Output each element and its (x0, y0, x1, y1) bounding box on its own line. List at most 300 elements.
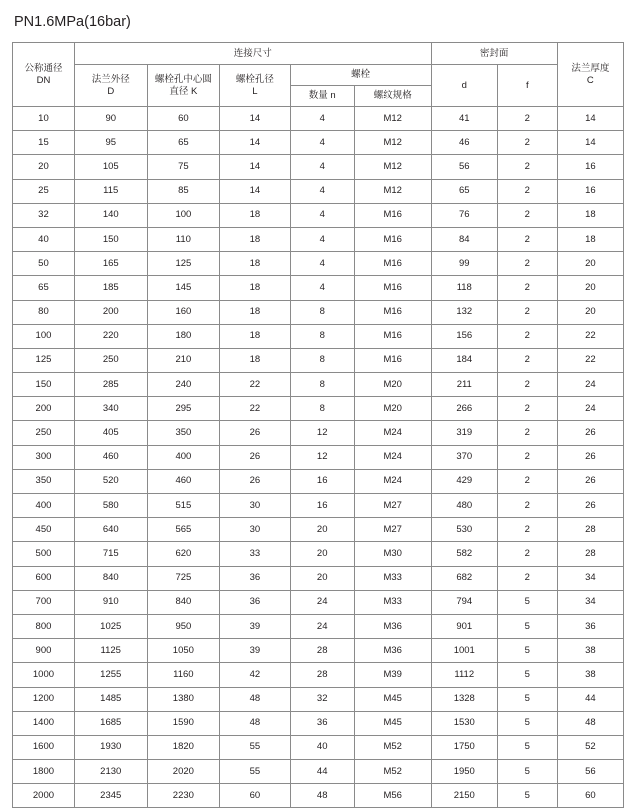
cell-dn: 1000 (13, 663, 75, 687)
cell-bolt-thread: M12 (354, 179, 431, 203)
cell-seal-d: 1950 (431, 760, 497, 784)
cell-bolt-count: 12 (290, 421, 354, 445)
cell-d: 1125 (74, 639, 147, 663)
table-row (13, 203, 624, 227)
column-header-dn-line1: 公称通径 (24, 62, 63, 74)
cell-d: 220 (74, 324, 147, 348)
cell-dn: 32 (13, 203, 75, 227)
column-header-d-line1: 法兰外径 (91, 73, 130, 85)
cell-dn: 1400 (13, 711, 75, 735)
cell-seal-f: 2 (497, 252, 557, 276)
column-header-l-line1: 螺栓孔径 (235, 73, 274, 85)
cell-l: 60 (220, 784, 290, 808)
cell-l: 14 (220, 155, 290, 179)
cell-d: 140 (74, 203, 147, 227)
cell-d: 580 (74, 494, 147, 518)
cell-l: 48 (220, 711, 290, 735)
cell-bolt-count: 8 (290, 348, 354, 372)
cell-c: 22 (557, 348, 623, 372)
cell-seal-d: 1750 (431, 735, 497, 759)
cell-bolt-count: 4 (290, 227, 354, 251)
cell-k: 1160 (147, 663, 220, 687)
cell-d: 165 (74, 252, 147, 276)
cell-dn: 600 (13, 566, 75, 590)
cell-d: 460 (74, 445, 147, 469)
cell-c: 20 (557, 300, 623, 324)
cell-k: 725 (147, 566, 220, 590)
cell-seal-d: 266 (431, 397, 497, 421)
cell-seal-f: 2 (497, 348, 557, 372)
cell-seal-f: 5 (497, 590, 557, 614)
cell-seal-d: 65 (431, 179, 497, 203)
cell-seal-f: 5 (497, 784, 557, 808)
cell-bolt-count: 4 (290, 155, 354, 179)
column-header-c-line1: 法兰厚度 (571, 62, 610, 74)
cell-c: 18 (557, 227, 623, 251)
cell-bolt-count: 4 (290, 131, 354, 155)
cell-seal-f: 5 (497, 711, 557, 735)
cell-k: 240 (147, 373, 220, 397)
cell-dn: 900 (13, 639, 75, 663)
cell-k: 60 (147, 107, 220, 131)
cell-bolt-count: 4 (290, 107, 354, 131)
cell-d: 95 (74, 131, 147, 155)
cell-bolt-count: 32 (290, 687, 354, 711)
cell-l: 26 (220, 469, 290, 493)
cell-seal-f: 2 (497, 494, 557, 518)
cell-d: 105 (74, 155, 147, 179)
cell-seal-f: 2 (497, 227, 557, 251)
cell-d: 2130 (74, 760, 147, 784)
table-row (13, 421, 624, 445)
cell-c: 26 (557, 445, 623, 469)
cell-c: 28 (557, 542, 623, 566)
cell-dn: 125 (13, 348, 75, 372)
cell-seal-f: 2 (497, 203, 557, 227)
cell-bolt-count: 8 (290, 373, 354, 397)
cell-l: 30 (220, 518, 290, 542)
cell-seal-f: 2 (497, 542, 557, 566)
cell-k: 160 (147, 300, 220, 324)
cell-seal-d: 2150 (431, 784, 497, 808)
group-header-sealing: 密封面 (431, 43, 557, 65)
cell-dn: 1800 (13, 760, 75, 784)
cell-bolt-thread: M16 (354, 252, 431, 276)
table-row (13, 760, 624, 784)
cell-c: 38 (557, 639, 623, 663)
cell-seal-f: 5 (497, 663, 557, 687)
cell-k: 65 (147, 131, 220, 155)
cell-dn: 1200 (13, 687, 75, 711)
cell-d: 640 (74, 518, 147, 542)
cell-bolt-count: 20 (290, 566, 354, 590)
cell-c: 26 (557, 421, 623, 445)
table-row (13, 300, 624, 324)
cell-dn: 500 (13, 542, 75, 566)
table-row (13, 687, 624, 711)
cell-bolt-thread: M27 (354, 518, 431, 542)
cell-l: 33 (220, 542, 290, 566)
cell-l: 55 (220, 735, 290, 759)
table-row (13, 107, 624, 131)
cell-bolt-count: 44 (290, 760, 354, 784)
cell-l: 26 (220, 421, 290, 445)
cell-bolt-thread: M33 (354, 566, 431, 590)
cell-l: 18 (220, 300, 290, 324)
header-row-groups (13, 43, 624, 65)
column-header-seal-d: d (431, 65, 497, 107)
cell-k: 1820 (147, 735, 220, 759)
cell-bolt-thread: M36 (354, 639, 431, 663)
cell-seal-f: 2 (497, 373, 557, 397)
column-header-dn-line2: DN (36, 74, 51, 86)
cell-seal-d: 1112 (431, 663, 497, 687)
cell-l: 18 (220, 348, 290, 372)
cell-bolt-thread: M45 (354, 687, 431, 711)
cell-c: 34 (557, 566, 623, 590)
column-header-dn (13, 43, 75, 107)
cell-bolt-thread: M45 (354, 711, 431, 735)
cell-bolt-thread: M52 (354, 735, 431, 759)
cell-seal-f: 5 (497, 687, 557, 711)
cell-c: 36 (557, 614, 623, 638)
cell-bolt-count: 20 (290, 542, 354, 566)
cell-c: 22 (557, 324, 623, 348)
table-row (13, 614, 624, 638)
cell-k: 1050 (147, 639, 220, 663)
table-row (13, 639, 624, 663)
cell-bolt-count: 40 (290, 735, 354, 759)
cell-bolt-count: 12 (290, 445, 354, 469)
cell-bolt-thread: M16 (354, 227, 431, 251)
cell-d: 250 (74, 348, 147, 372)
cell-c: 38 (557, 663, 623, 687)
cell-k: 565 (147, 518, 220, 542)
cell-bolt-count: 4 (290, 252, 354, 276)
cell-seal-d: 1530 (431, 711, 497, 735)
cell-bolt-count: 4 (290, 179, 354, 203)
cell-c: 34 (557, 590, 623, 614)
cell-dn: 80 (13, 300, 75, 324)
cell-dn: 20 (13, 155, 75, 179)
cell-d: 1025 (74, 614, 147, 638)
table-header (13, 43, 624, 107)
cell-d: 520 (74, 469, 147, 493)
cell-d: 1255 (74, 663, 147, 687)
table-row (13, 155, 624, 179)
column-header-l-line2: L (252, 85, 258, 97)
cell-bolt-count: 28 (290, 639, 354, 663)
cell-bolt-count: 20 (290, 518, 354, 542)
cell-dn: 400 (13, 494, 75, 518)
cell-seal-d: 530 (431, 518, 497, 542)
cell-k: 100 (147, 203, 220, 227)
cell-c: 16 (557, 155, 623, 179)
cell-bolt-thread: M36 (354, 614, 431, 638)
cell-bolt-thread: M16 (354, 276, 431, 300)
page-title: PN1.6MPa(16bar) (14, 14, 131, 30)
cell-k: 515 (147, 494, 220, 518)
cell-d: 2345 (74, 784, 147, 808)
table-row (13, 735, 624, 759)
cell-d: 200 (74, 300, 147, 324)
cell-bolt-thread: M24 (354, 421, 431, 445)
cell-seal-d: 370 (431, 445, 497, 469)
cell-k: 295 (147, 397, 220, 421)
cell-dn: 300 (13, 445, 75, 469)
cell-bolt-count: 8 (290, 397, 354, 421)
cell-bolt-thread: M12 (354, 131, 431, 155)
cell-seal-d: 46 (431, 131, 497, 155)
cell-bolt-count: 8 (290, 324, 354, 348)
flange-dimension-table (12, 42, 624, 808)
cell-seal-d: 429 (431, 469, 497, 493)
cell-d: 405 (74, 421, 147, 445)
cell-dn: 700 (13, 590, 75, 614)
group-header-bolt: 螺栓 (290, 65, 431, 86)
cell-k: 460 (147, 469, 220, 493)
cell-seal-d: 682 (431, 566, 497, 590)
cell-bolt-count: 16 (290, 469, 354, 493)
table-row (13, 445, 624, 469)
column-header-seal-f: f (497, 65, 557, 107)
cell-dn: 200 (13, 397, 75, 421)
cell-seal-d: 84 (431, 227, 497, 251)
cell-bolt-thread: M39 (354, 663, 431, 687)
cell-c: 20 (557, 252, 623, 276)
cell-l: 18 (220, 227, 290, 251)
column-header-bolt-thread: 螺纹规格 (354, 86, 431, 107)
cell-l: 55 (220, 760, 290, 784)
cell-seal-f: 2 (497, 445, 557, 469)
cell-dn: 1600 (13, 735, 75, 759)
cell-l: 30 (220, 494, 290, 518)
cell-bolt-thread: M24 (354, 445, 431, 469)
cell-seal-d: 156 (431, 324, 497, 348)
cell-c: 28 (557, 518, 623, 542)
cell-c: 26 (557, 469, 623, 493)
cell-seal-d: 56 (431, 155, 497, 179)
cell-l: 14 (220, 131, 290, 155)
cell-l: 26 (220, 445, 290, 469)
cell-seal-d: 211 (431, 373, 497, 397)
cell-d: 115 (74, 179, 147, 203)
cell-c: 44 (557, 687, 623, 711)
cell-d: 150 (74, 227, 147, 251)
cell-l: 39 (220, 614, 290, 638)
cell-k: 350 (147, 421, 220, 445)
cell-bolt-thread: M27 (354, 494, 431, 518)
cell-c: 48 (557, 711, 623, 735)
cell-bolt-thread: M16 (354, 348, 431, 372)
table-row (13, 494, 624, 518)
cell-k: 180 (147, 324, 220, 348)
cell-seal-d: 1001 (431, 639, 497, 663)
cell-dn: 100 (13, 324, 75, 348)
table-row (13, 566, 624, 590)
cell-seal-d: 319 (431, 421, 497, 445)
cell-seal-f: 5 (497, 639, 557, 663)
cell-l: 36 (220, 590, 290, 614)
cell-k: 2020 (147, 760, 220, 784)
cell-dn: 15 (13, 131, 75, 155)
cell-seal-f: 2 (497, 179, 557, 203)
cell-seal-d: 480 (431, 494, 497, 518)
cell-bolt-thread: M20 (354, 397, 431, 421)
cell-c: 60 (557, 784, 623, 808)
cell-seal-d: 901 (431, 614, 497, 638)
cell-bolt-thread: M16 (354, 203, 431, 227)
cell-seal-f: 5 (497, 735, 557, 759)
cell-seal-f: 5 (497, 614, 557, 638)
cell-seal-f: 2 (497, 276, 557, 300)
cell-d: 285 (74, 373, 147, 397)
cell-d: 840 (74, 566, 147, 590)
cell-c: 18 (557, 203, 623, 227)
cell-dn: 50 (13, 252, 75, 276)
cell-seal-f: 2 (497, 155, 557, 179)
column-header-k-line2: 直径 K (169, 85, 198, 97)
cell-dn: 800 (13, 614, 75, 638)
cell-bolt-thread: M12 (354, 155, 431, 179)
table-row (13, 179, 624, 203)
cell-l: 42 (220, 663, 290, 687)
table-row (13, 469, 624, 493)
cell-seal-d: 76 (431, 203, 497, 227)
cell-l: 18 (220, 203, 290, 227)
cell-dn: 10 (13, 107, 75, 131)
cell-k: 110 (147, 227, 220, 251)
header-row-subgroups (13, 65, 624, 86)
cell-bolt-thread: M12 (354, 107, 431, 131)
cell-bolt-count: 8 (290, 300, 354, 324)
cell-k: 1590 (147, 711, 220, 735)
cell-bolt-count: 24 (290, 614, 354, 638)
cell-seal-d: 1328 (431, 687, 497, 711)
cell-k: 75 (147, 155, 220, 179)
cell-dn: 350 (13, 469, 75, 493)
table-row (13, 348, 624, 372)
cell-l: 14 (220, 107, 290, 131)
table-row (13, 373, 624, 397)
cell-d: 715 (74, 542, 147, 566)
cell-bolt-count: 48 (290, 784, 354, 808)
cell-bolt-thread: M52 (354, 760, 431, 784)
cell-d: 910 (74, 590, 147, 614)
table-row (13, 227, 624, 251)
table-row (13, 324, 624, 348)
column-header-l (220, 65, 290, 107)
cell-k: 125 (147, 252, 220, 276)
cell-k: 2230 (147, 784, 220, 808)
table-row (13, 252, 624, 276)
cell-l: 14 (220, 179, 290, 203)
cell-dn: 65 (13, 276, 75, 300)
cell-seal-f: 2 (497, 566, 557, 590)
cell-bolt-count: 28 (290, 663, 354, 687)
cell-k: 400 (147, 445, 220, 469)
cell-d: 1685 (74, 711, 147, 735)
cell-seal-f: 5 (497, 760, 557, 784)
cell-seal-f: 2 (497, 518, 557, 542)
cell-l: 36 (220, 566, 290, 590)
cell-c: 24 (557, 397, 623, 421)
cell-bolt-thread: M30 (354, 542, 431, 566)
cell-d: 1485 (74, 687, 147, 711)
cell-l: 22 (220, 397, 290, 421)
cell-bolt-count: 24 (290, 590, 354, 614)
cell-seal-d: 99 (431, 252, 497, 276)
cell-seal-d: 118 (431, 276, 497, 300)
column-header-bolt-count: 数量 n (290, 86, 354, 107)
cell-seal-d: 132 (431, 300, 497, 324)
cell-k: 210 (147, 348, 220, 372)
column-header-d-line2: D (107, 85, 115, 97)
cell-l: 22 (220, 373, 290, 397)
cell-k: 85 (147, 179, 220, 203)
cell-seal-f: 2 (497, 397, 557, 421)
column-header-c (557, 43, 623, 107)
cell-bolt-thread: M33 (354, 590, 431, 614)
table-row (13, 518, 624, 542)
table-body (13, 107, 624, 808)
table-row (13, 590, 624, 614)
cell-c: 14 (557, 107, 623, 131)
cell-c: 52 (557, 735, 623, 759)
cell-d: 185 (74, 276, 147, 300)
cell-c: 24 (557, 373, 623, 397)
cell-dn: 150 (13, 373, 75, 397)
cell-c: 14 (557, 131, 623, 155)
cell-bolt-thread: M56 (354, 784, 431, 808)
table-row (13, 784, 624, 808)
cell-l: 18 (220, 324, 290, 348)
table-row (13, 663, 624, 687)
cell-bolt-count: 36 (290, 711, 354, 735)
cell-d: 1930 (74, 735, 147, 759)
cell-k: 950 (147, 614, 220, 638)
cell-bolt-thread: M16 (354, 300, 431, 324)
cell-seal-f: 2 (497, 300, 557, 324)
cell-dn: 25 (13, 179, 75, 203)
cell-l: 18 (220, 252, 290, 276)
cell-k: 145 (147, 276, 220, 300)
cell-k: 840 (147, 590, 220, 614)
cell-seal-f: 2 (497, 324, 557, 348)
cell-l: 39 (220, 639, 290, 663)
cell-d: 90 (74, 107, 147, 131)
cell-c: 20 (557, 276, 623, 300)
table-row (13, 397, 624, 421)
group-header-connection: 连接尺寸 (74, 43, 431, 65)
column-header-k-line1: 螺栓孔中心圆 (154, 73, 212, 85)
cell-dn: 450 (13, 518, 75, 542)
cell-bolt-count: 4 (290, 203, 354, 227)
column-header-d (74, 65, 147, 107)
cell-seal-d: 41 (431, 107, 497, 131)
column-header-c-line2: C (586, 74, 594, 86)
cell-dn: 250 (13, 421, 75, 445)
cell-bolt-thread: M24 (354, 469, 431, 493)
cell-seal-f: 2 (497, 469, 557, 493)
cell-seal-f: 2 (497, 131, 557, 155)
cell-l: 48 (220, 687, 290, 711)
table-row (13, 276, 624, 300)
cell-k: 620 (147, 542, 220, 566)
cell-l: 18 (220, 276, 290, 300)
cell-c: 26 (557, 494, 623, 518)
cell-bolt-count: 16 (290, 494, 354, 518)
